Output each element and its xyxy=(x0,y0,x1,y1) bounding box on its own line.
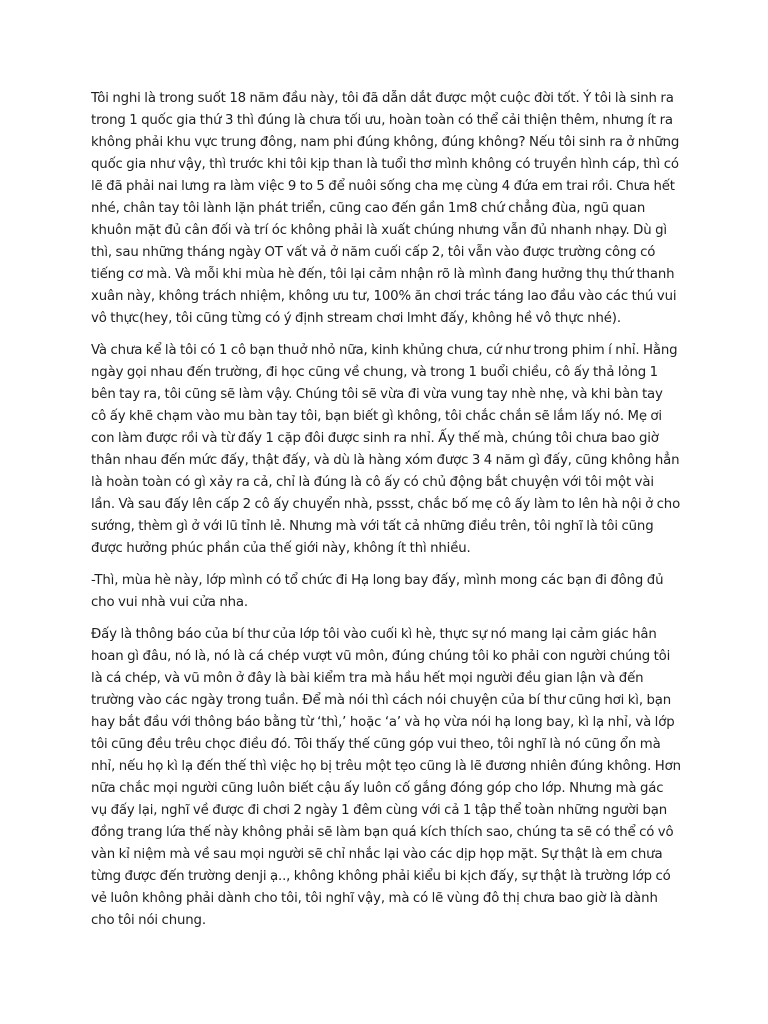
paragraph: Đấy là thông báo của bí thư của lớp tôi vào cuối kì hè, thực sự nó mang lại cảm giác hân hoan gì đâu, nó là, nó là cá chép vượt vũ môn, đúng chúng tôi ko phải con người chúng tôi là cá chép, và vũ môn ở đây là bài kiểm tra mà hầu hết mọi người đều gian lận và đến trường vào các ngày trong tuần. Để mà nói thì cách nói chuyện của bí thư cũng hơi kì, bạn hay bắt đầu với thông báo bằng từ ‘thì,’ hoặc ‘a’ và họ vừa nói hạ long bay, kì lạ nhỉ, và lớp tôi cũng đều trêu chọc điều đó. Tôi thấy thế cũng góp vui theo, tôi nghĩ là nó cũng ổn mà nhỉ, nếu họ kì lạ đến thế thì việc họ bị trêu một tẹo cũng là lẽ đương nhiên đúng không. Hơn nữa chắc mọi người cũng luôn biết cậu ấy luôn cố gắng đóng góp cho lớp. Nhưng mà gác vụ đấy lại, nghĩ về được đi chơi 2 ngày 1 đêm cùng với cả 1 tập thể toàn những người bạn đồng trang lứa thế này không phải sẽ làm bạn quá kích thích sao, chúng ta sẽ có thể có vô vàn kỉ niệm mà về sau mọi người sẽ chỉ nhắc lại vào các dịp họp mặt. Sự thật là em chưa từng được đến trường denji ạ.., không không phải kiểu bi kịch đấy, sự thật là trường lớp có vẻ luôn không phải dành cho tôi, tôi nghĩ vậy, mà có lẽ vùng đô thị chưa bao giờ là dành cho tôi nói chung. xyxy=(91,627,681,928)
paragraph: Tôi nghi là trong suốt 18 năm đầu này, tôi đã dẫn dắt được một cuộc đời tốt. Ý tôi là sinh ra trong 1 quốc gia thứ 3 thì đúng là chưa tối ưu, hoàn toàn có thể cải thiện thêm, nhưng ít ra không phải khu vực trung đông, nam phi đúng không, đúng không? Nếu tôi sinh ra ở những quốc gia như vậy, thì trước khi tôi kịp than là tuổi thơ mình không có truyền hình cáp, thì có lẽ đã phải nai lưng ra làm việc 9 to 5 để nuôi sống cha mẹ cùng 4 đứa em trai rồi. Chưa hết nhé, chân tay tôi lành lặn phát triển, cũng cao đến gần 1m8 chứ chẳng đùa, ngũ quan khuôn mặt đủ cân đối và trí óc không phải là xuất chúng nhưng vẫn đủ nhanh nhạy. Dù gì thì, sau những tháng ngày OT vất vả ở năm cuối cấp 2, tôi vẫn vào được trường công có tiếng cơ mà. Và mỗi khi mùa hè đến, tôi lại cảm nhận rõ là mình đang hưởng thụ thứ thanh xuân này, không trách nhiệm, không ưu tư, 100% ăn chơi trác táng lao đầu vào các thú vui vô thực(hey, tôi cũng từng có ý định stream chơi lmht đấy, không hề vô thực nhé). xyxy=(91,91,680,326)
paragraph: Và chưa kể là tôi có 1 cô bạn thuở nhỏ nữa, kinh khủng chưa, cứ như trong phim í nhỉ. Hằng ngày gọi nhau đến trường, đi học cũng về chung, và trong 1 buổi chiều, cô ấy thả lỏng 1 bên tay ra, tôi cũng sẽ làm vậy. Chúng tôi sẽ vừa đi vừa vung tay nhè nhẹ, và khi bàn tay cô ấy khẽ chạm vào mu bàn tay tôi, bạn biết gì không, tôi chắc chắn sẽ lắm lấy nó. Mẹ ơi con làm được rồi và từ đấy 1 cặp đôi được sinh ra nhỉ. Ấy thế mà, chúng tôi chưa bao giờ thân nhau đến mức đấy, thật đấy, và dù là hàng xóm được 3 4 năm gì đấy, cũng không hẳn là hoàn toàn có gì xảy ra cả, chỉ là đúng là cô ấy có chủ động bắt chuyện với tôi một vài lần. Và sau đấy lên cấp 2 cô ấy chuyển nhà, pssst, chắc bố mẹ cô ấy làm to lên hà nội ở cho sướng, thèm gì ở với lũ tỉnh lẻ. Nhưng mà với tất cả những điều trên, tôi nghĩ là tôi cũng được hưởng phúc phần của thế giới này, không ít thì nhiều. xyxy=(91,343,681,556)
paragraph: -Thì, mùa hè này, lớp mình có tổ chức đi Hạ long bay đấy, mình mong các bạn đi đông đủ cho vui nhà vui cửa nha. xyxy=(91,573,664,610)
document-body xyxy=(91,88,681,942)
